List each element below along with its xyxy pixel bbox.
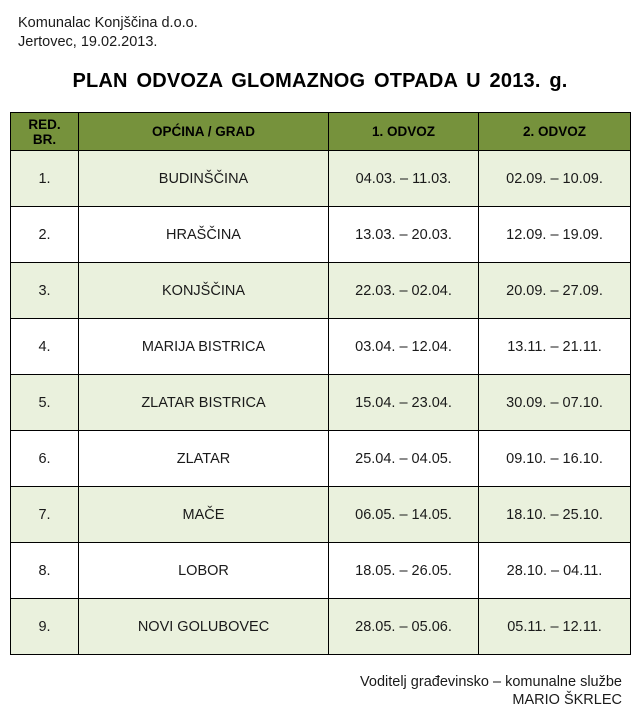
cell-second-collection: 18.10. – 25.10. (479, 487, 631, 543)
cell-municipality: MAČE (79, 487, 329, 543)
header-municipality: OPĆINA / GRAD (79, 113, 329, 151)
cell-second-collection: 05.11. – 12.11. (479, 599, 631, 655)
cell-first-collection: 15.04. – 23.04. (329, 375, 479, 431)
cell-row-number: 1. (11, 151, 79, 207)
collection-schedule-table (10, 112, 631, 655)
table-row (11, 543, 631, 599)
cell-first-collection: 25.04. – 04.05. (329, 431, 479, 487)
cell-second-collection: 12.09. – 19.09. (479, 207, 631, 263)
table-row (11, 151, 631, 207)
cell-row-number: 8. (11, 543, 79, 599)
cell-municipality: LOBOR (79, 543, 329, 599)
cell-first-collection: 28.05. – 05.06. (329, 599, 479, 655)
cell-first-collection: 18.05. – 26.05. (329, 543, 479, 599)
cell-first-collection: 04.03. – 11.03. (329, 151, 479, 207)
cell-first-collection: 06.05. – 14.05. (329, 487, 479, 543)
table-row (11, 487, 631, 543)
cell-row-number: 3. (11, 263, 79, 319)
table-header (11, 113, 631, 151)
header-row (11, 113, 631, 151)
header-first-collection: 1. ODVOZ (329, 113, 479, 151)
table-body (11, 151, 631, 655)
cell-row-number: 4. (11, 319, 79, 375)
cell-first-collection: 13.03. – 20.03. (329, 207, 479, 263)
cell-second-collection: 28.10. – 04.11. (479, 543, 631, 599)
place-date: Jertovec, 19.02.2013. (18, 34, 158, 50)
cell-municipality: KONJŠČINA (79, 263, 329, 319)
company-name: Komunalac Konjščina d.o.o. (18, 15, 198, 31)
cell-row-number: 6. (11, 431, 79, 487)
cell-second-collection: 30.09. – 07.10. (479, 375, 631, 431)
signatory-name: MARIO ŠKRLEC (512, 692, 622, 708)
cell-second-collection: 20.09. – 27.09. (479, 263, 631, 319)
table-row (11, 319, 631, 375)
cell-municipality: MARIJA BISTRICA (79, 319, 329, 375)
header-second-collection: 2. ODVOZ (479, 113, 631, 151)
cell-municipality: HRAŠČINA (79, 207, 329, 263)
cell-second-collection: 09.10. – 16.10. (479, 431, 631, 487)
table-row (11, 263, 631, 319)
cell-first-collection: 22.03. – 02.04. (329, 263, 479, 319)
cell-row-number: 5. (11, 375, 79, 431)
header-no: RED. BR. (11, 113, 79, 151)
table-row (11, 599, 631, 655)
table-row (11, 431, 631, 487)
cell-second-collection: 02.09. – 10.09. (479, 151, 631, 207)
cell-first-collection: 03.04. – 12.04. (329, 319, 479, 375)
cell-municipality: BUDINŠČINA (79, 151, 329, 207)
cell-row-number: 9. (11, 599, 79, 655)
cell-municipality: ZLATAR (79, 431, 329, 487)
document-title: PLAN ODVOZA GLOMAZNOG OTPADA U 2013. g. (72, 70, 568, 92)
cell-municipality: NOVI GOLUBOVEC (79, 599, 329, 655)
cell-row-number: 7. (11, 487, 79, 543)
signatory-role: Voditelj građevinsko – komunalne službe (360, 674, 622, 690)
cell-row-number: 2. (11, 207, 79, 263)
cell-municipality: ZLATAR BISTRICA (79, 375, 329, 431)
cell-second-collection: 13.11. – 21.11. (479, 319, 631, 375)
table-row (11, 375, 631, 431)
table-row (11, 207, 631, 263)
